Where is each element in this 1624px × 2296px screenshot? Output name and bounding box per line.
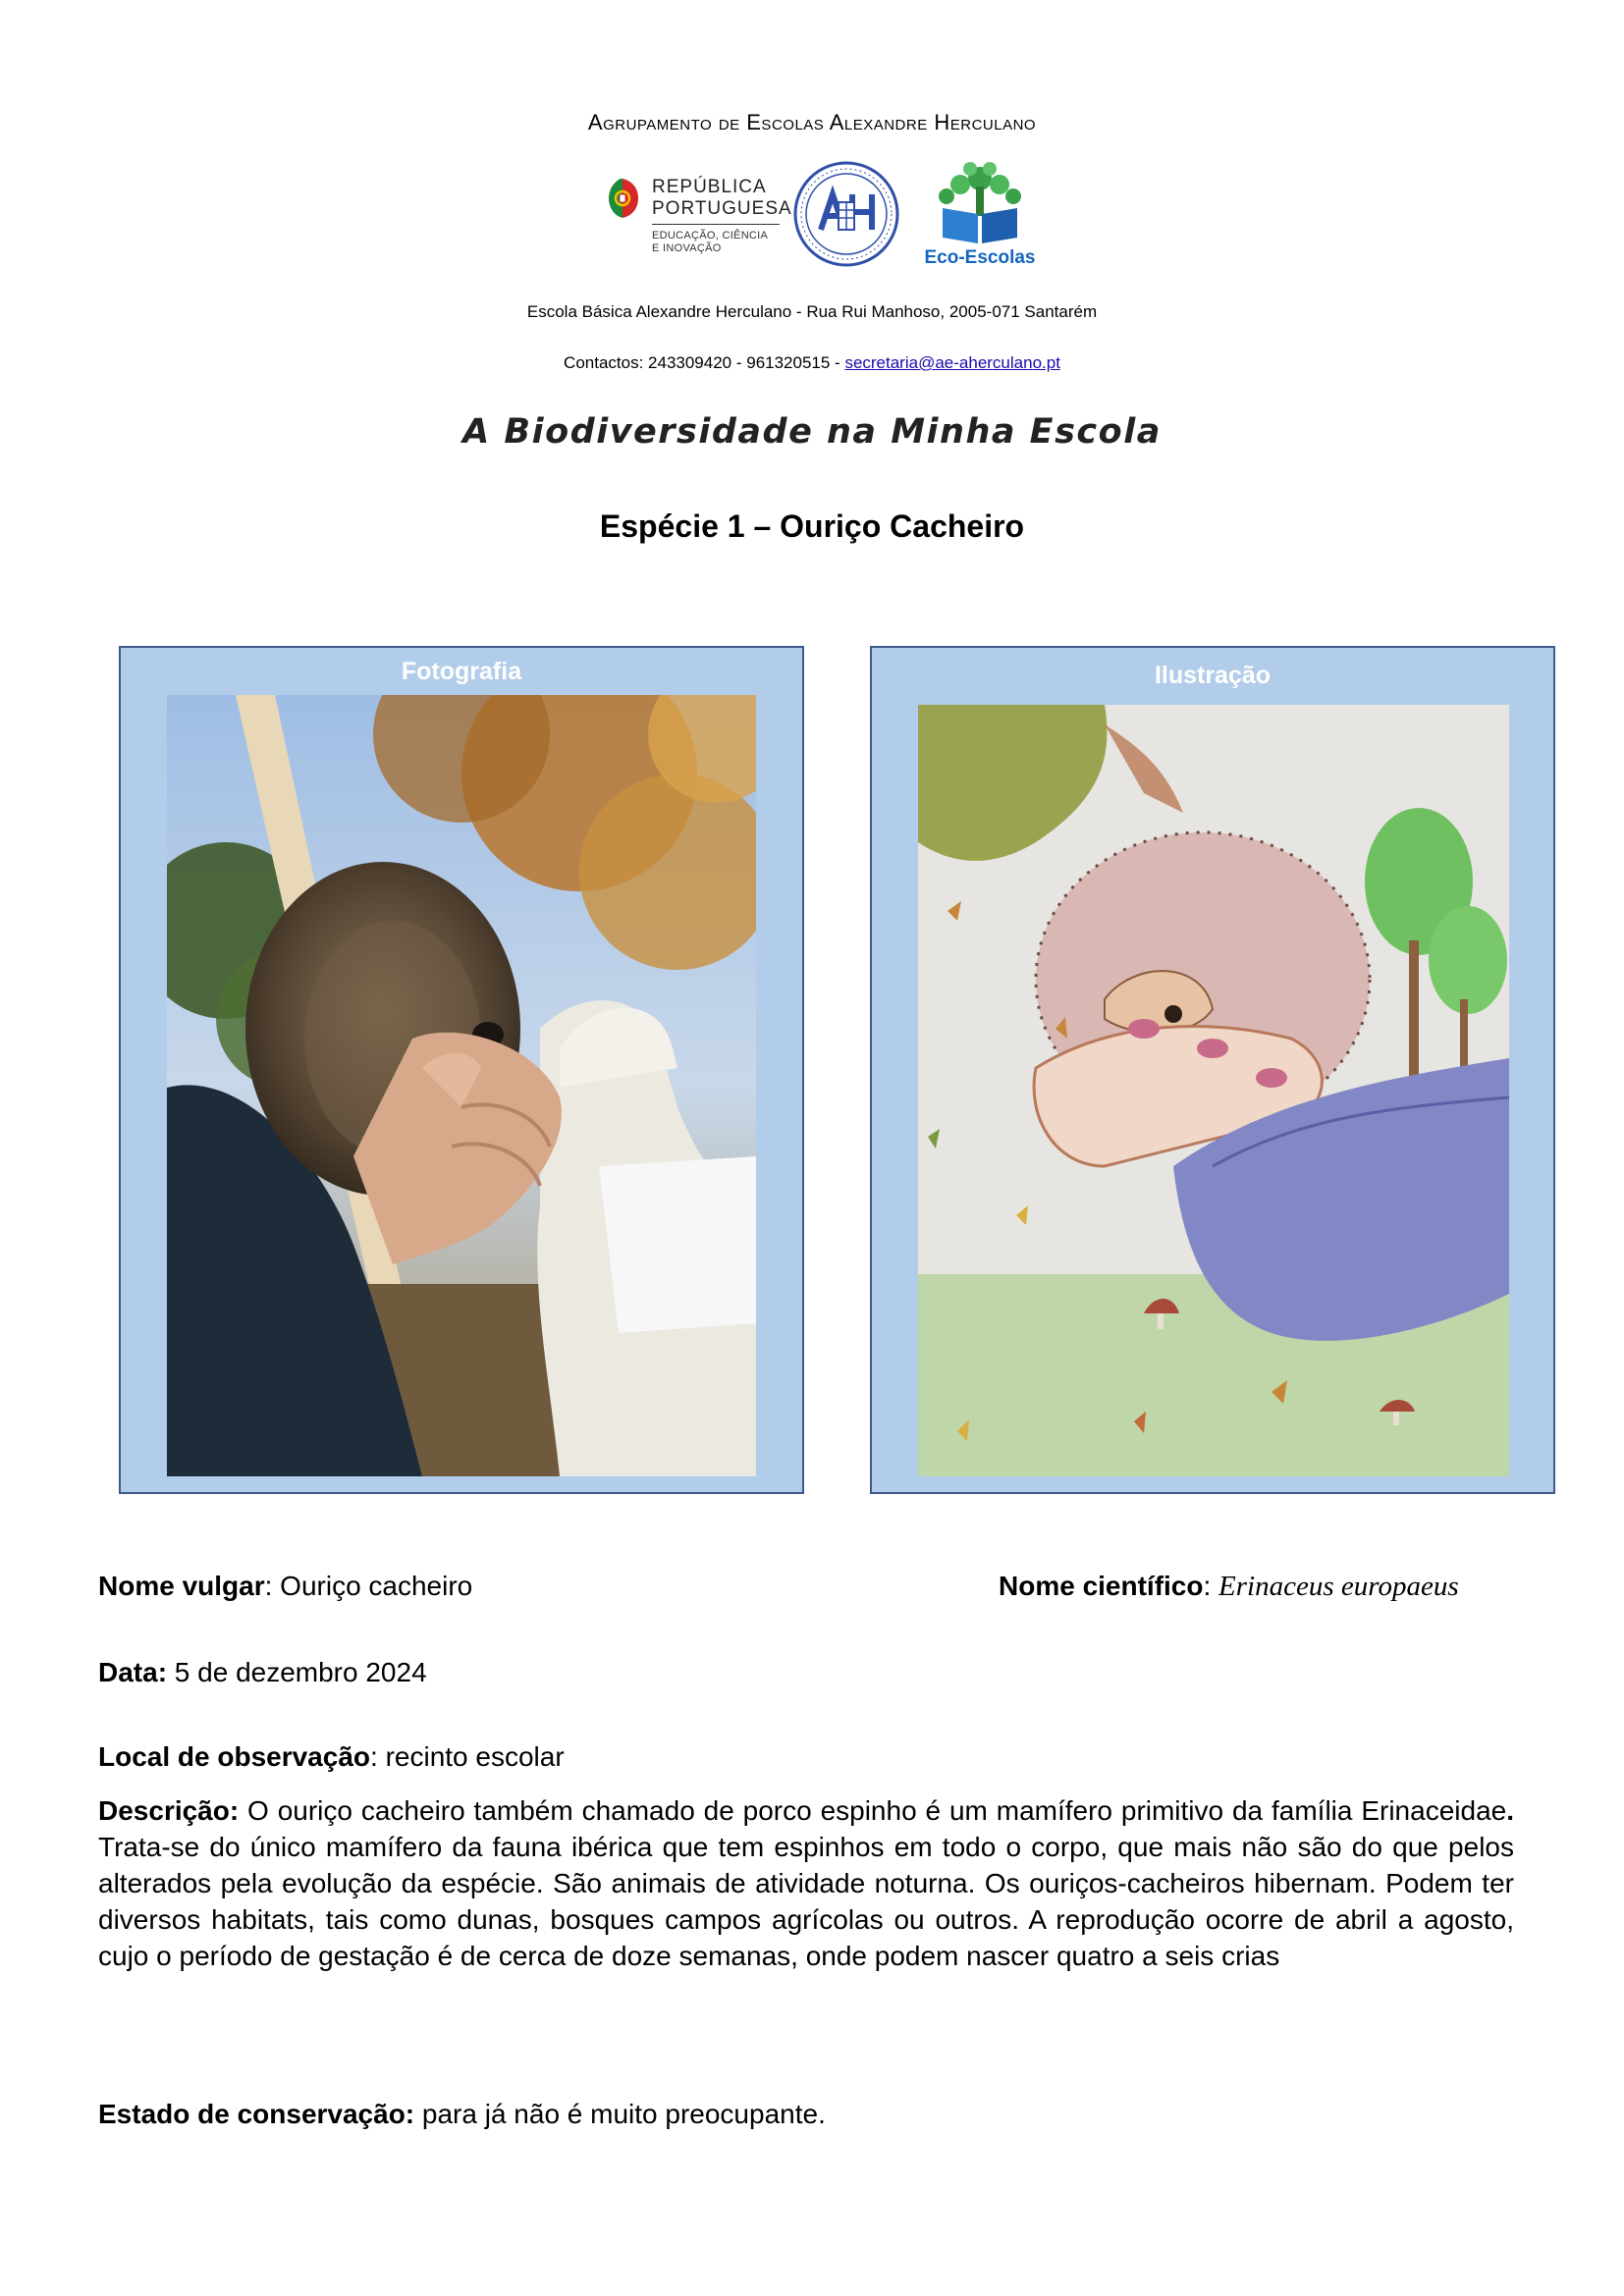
logo-text-line: EDUCAÇÃO, CIÊNCIA bbox=[652, 230, 769, 241]
eco-escolas-logo bbox=[921, 157, 1039, 273]
document-title: A Biodiversidade na Minha Escola bbox=[462, 412, 1162, 452]
conservation-label: Estado de conservação: bbox=[98, 2099, 415, 2129]
tree-book-icon bbox=[921, 157, 1039, 247]
conservation-value: para já não é muito preocupante. bbox=[414, 2099, 826, 2129]
description-text: O ouriço cacheiro também chamado de porco espinho é um mamífero primitivo da família Erinaceidae bbox=[239, 1795, 1507, 1826]
scientific-name-separator: : bbox=[1203, 1571, 1219, 1601]
divider bbox=[652, 224, 780, 225]
illustration-caption: Ilustração bbox=[1154, 662, 1272, 689]
school-contacts bbox=[0, 353, 1624, 373]
photo-panel bbox=[119, 646, 804, 1494]
date-field bbox=[98, 1657, 427, 1688]
common-name-value: : Ouriço cacheiro bbox=[264, 1571, 473, 1601]
location-label: Local de observação bbox=[98, 1741, 371, 1772]
organization-name: Agrupamento de Escolas Alexandre Herculano bbox=[587, 110, 1037, 134]
logo-text-line: E INOVAÇÃO bbox=[652, 242, 722, 254]
contact-email-link[interactable]: secretaria@ae-aherculano.pt bbox=[844, 353, 1060, 372]
hedgehog-photo bbox=[167, 695, 756, 1476]
logo-text-line: PORTUGUESA bbox=[652, 198, 792, 219]
common-name-field bbox=[98, 1571, 472, 1602]
description-bold-dot: . bbox=[1506, 1795, 1514, 1826]
conservation-field bbox=[98, 2099, 826, 2130]
scientific-name-field bbox=[999, 1571, 1459, 1603]
date-label: Data: bbox=[98, 1657, 168, 1687]
common-name-label: Nome vulgar bbox=[98, 1571, 265, 1601]
republica-portuguesa-logo bbox=[607, 175, 792, 254]
scientific-name-value: Erinaceus europaeus bbox=[1218, 1571, 1459, 1602]
location-value: : recinto escolar bbox=[370, 1741, 565, 1772]
species-heading: Espécie 1 – Ouriço Cacheiro bbox=[599, 508, 1025, 544]
description-paragraph bbox=[98, 1792, 1514, 1974]
hedgehog-drawing bbox=[918, 705, 1509, 1476]
location-field bbox=[98, 1741, 565, 1773]
logo-text-line: REPÚBLICA bbox=[652, 177, 767, 197]
portugal-flag-icon bbox=[607, 177, 640, 220]
description-label: Descrição: bbox=[98, 1795, 240, 1826]
logo-strip bbox=[0, 157, 1624, 275]
date-value: 5 de dezembro 2024 bbox=[167, 1657, 427, 1687]
description-text-continued: Trata-se do único mamífero da fauna ibérica que tem espinhos em todo o corpo, que mais não são do que pelos alterados pela evolução da espécie. São animais de atividade noturna. Os ouriços-cacheiros hibernam. Podem ter diversos habitats, tais como dunas, bosques campos agrícolas ou outros. A reprodução ocorre de abril a agosto, cujo o período de gestação é de cerca de doze semanas, onde podem nascer quatro a seis crias bbox=[98, 1832, 1514, 1971]
contacts-phones: Contactos: 243309420 - 961320515 - bbox=[564, 353, 845, 372]
scientific-name-label: Nome científico bbox=[999, 1571, 1204, 1601]
illustration-panel bbox=[870, 646, 1555, 1494]
eco-escolas-label: Eco-Escolas bbox=[924, 247, 1036, 268]
school-address: Escola Básica Alexandre Herculano - Rua Rui Manhoso, 2005-071 Santarém bbox=[526, 302, 1098, 321]
school-seal-logo bbox=[791, 159, 901, 269]
photo-caption: Fotografia bbox=[401, 658, 522, 685]
